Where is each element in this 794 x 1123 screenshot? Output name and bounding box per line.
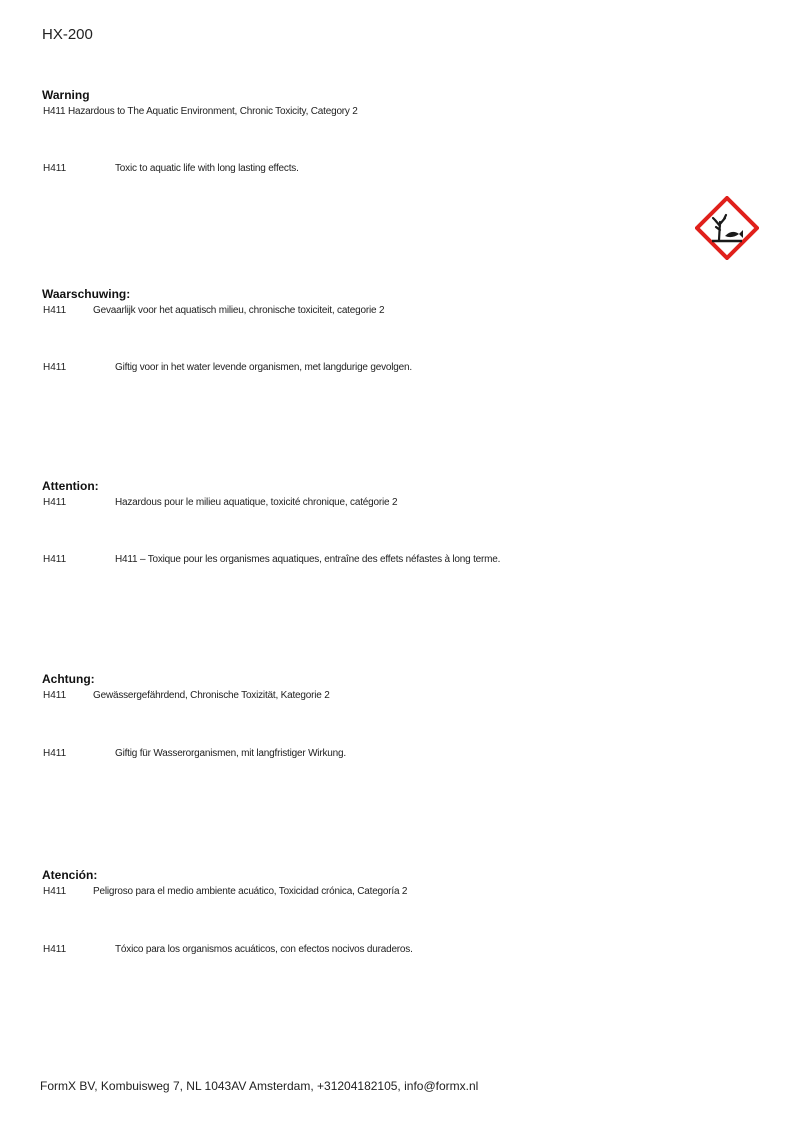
section-title-es: Atención: bbox=[42, 868, 98, 882]
statement-de: Giftig für Wasserorganismen, mit langfristiger Wirkung. bbox=[115, 748, 346, 759]
environment-hazard-pictogram bbox=[695, 196, 759, 260]
statement-code-de: H411 bbox=[43, 748, 67, 759]
company-footer: FormX BV, Kombuisweg 7, NL 1043AV Amsterdam, +31204182105, info@formx.nl bbox=[40, 1079, 479, 1093]
statement-code-es: H411 bbox=[43, 944, 67, 955]
statement-nl: Giftig voor in het water levende organismen, met langdurige gevolgen. bbox=[115, 362, 412, 373]
statement-code-fr: H411 bbox=[43, 554, 67, 565]
section-title-nl: Waarschuwing: bbox=[42, 287, 131, 301]
classification-code-de: H411 bbox=[43, 690, 67, 701]
classification-en: H411 Hazardous to The Aquatic Environment, Chronic Toxicity, Category 2 bbox=[43, 106, 358, 117]
classification-de: Gewässergefährdend, Chronische Toxizität, Kategorie 2 bbox=[93, 690, 330, 701]
classification-fr: Hazardous pour le milieu aquatique, toxicité chronique, catégorie 2 bbox=[115, 497, 398, 508]
statement-fr: H411 – Toxique pour les organismes aquatiques, entraîne des effets néfastes à long terme. bbox=[115, 554, 501, 565]
section-title-fr: Attention: bbox=[42, 479, 99, 493]
classification-nl: Gevaarlijk voor het aquatisch milieu, chronische toxiciteit, categorie 2 bbox=[93, 305, 385, 316]
section-title-de: Achtung: bbox=[42, 672, 95, 686]
classification-es: Peligroso para el medio ambiente acuático, Toxicidad crónica, Categoría 2 bbox=[93, 886, 408, 897]
product-name: HX-200 bbox=[42, 26, 93, 43]
statement-code-en: H411 bbox=[43, 163, 67, 174]
statement-es: Tóxico para los organismos acuáticos, con efectos nocivos duraderos. bbox=[115, 944, 413, 955]
statement-code-nl: H411 bbox=[43, 362, 67, 373]
classification-code-fr: H411 bbox=[43, 497, 67, 508]
classification-code-nl: H411 bbox=[43, 305, 67, 316]
statement-en: Toxic to aquatic life with long lasting effects. bbox=[115, 163, 299, 174]
classification-code-es: H411 bbox=[43, 886, 67, 897]
section-title-en: Warning bbox=[42, 88, 90, 102]
